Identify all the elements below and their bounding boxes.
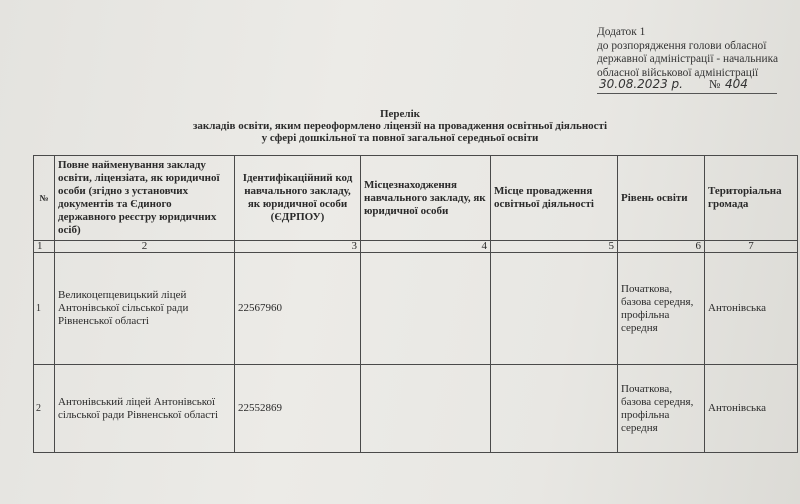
header-cell: Рівень освіти <box>618 156 705 241</box>
community: Антонівська <box>705 253 798 365</box>
column-number: 7 <box>705 241 798 253</box>
row-number: 2 <box>34 365 55 453</box>
school-name: Антонівський ліцей Антонівської сільської ради Рівненської області <box>55 365 235 453</box>
header-cell: № <box>34 156 55 241</box>
table-row <box>34 253 798 365</box>
document-title: Перелік <box>379 108 420 120</box>
location-cell <box>361 365 491 453</box>
schools-table <box>33 155 798 453</box>
annex-block <box>597 26 797 96</box>
handwritten-number: 404 <box>725 77 748 91</box>
column-number-row <box>34 241 798 253</box>
annex-line: до розпорядження голови обласної <box>597 39 767 52</box>
header-cell: Повне найменування закладу освіти, ліцензіата, як юридичної особи (згідно з установчих документів та Єдиного державного реєстру юридичних осіб) <box>55 156 235 241</box>
document-subtitle: закладів освіти, яким переоформлено ліцензії на провадження освітньої діяльності <box>192 120 608 132</box>
activity-place-cell <box>491 253 618 365</box>
header-cell: Місце провадження освітньої діяльності <box>491 156 618 241</box>
column-number: 1 <box>34 241 55 253</box>
edrpou-code: 22552869 <box>235 365 361 453</box>
table-header-row <box>34 156 798 241</box>
column-number: 2 <box>55 241 235 253</box>
column-number: 3 <box>235 241 361 253</box>
community: Антонівська <box>705 365 798 453</box>
activity-place-cell <box>491 365 618 453</box>
column-number: 5 <box>491 241 618 253</box>
handwritten-date: 30.08.2023 р. <box>599 77 683 91</box>
table-row <box>34 365 798 453</box>
row-number: 1 <box>34 253 55 365</box>
annex-date-number <box>597 77 797 96</box>
signature-underline <box>597 93 777 94</box>
column-number: 6 <box>618 241 705 253</box>
header-cell: Місцезнаходження навчального закладу, як юридичної особи <box>361 156 491 241</box>
education-level: Початкова, базова середня, профільна середня <box>618 365 705 453</box>
edrpou-code: 22567960 <box>235 253 361 365</box>
header-cell: Територіальна громада <box>705 156 798 241</box>
school-name: Великоцепцевицький ліцей Антонівської сільської ради Рівненської області <box>55 253 235 365</box>
document-subtitle: у сфері дошкільної та повної загальної середньої освіти <box>261 132 539 144</box>
column-number: 4 <box>361 241 491 253</box>
header-cell: Ідентифікаційний код навчального закладу, як юридичної особи (ЄДРПОУ) <box>235 156 361 241</box>
annex-line: державної адміністрації - начальника <box>597 53 779 65</box>
education-level: Початкова, базова середня, профільна середня <box>618 253 705 365</box>
number-sign: № <box>709 77 721 91</box>
annex-line: обласної військової адміністрації <box>597 66 759 79</box>
annex-title: Додаток 1 <box>597 26 646 38</box>
location-cell <box>361 253 491 365</box>
